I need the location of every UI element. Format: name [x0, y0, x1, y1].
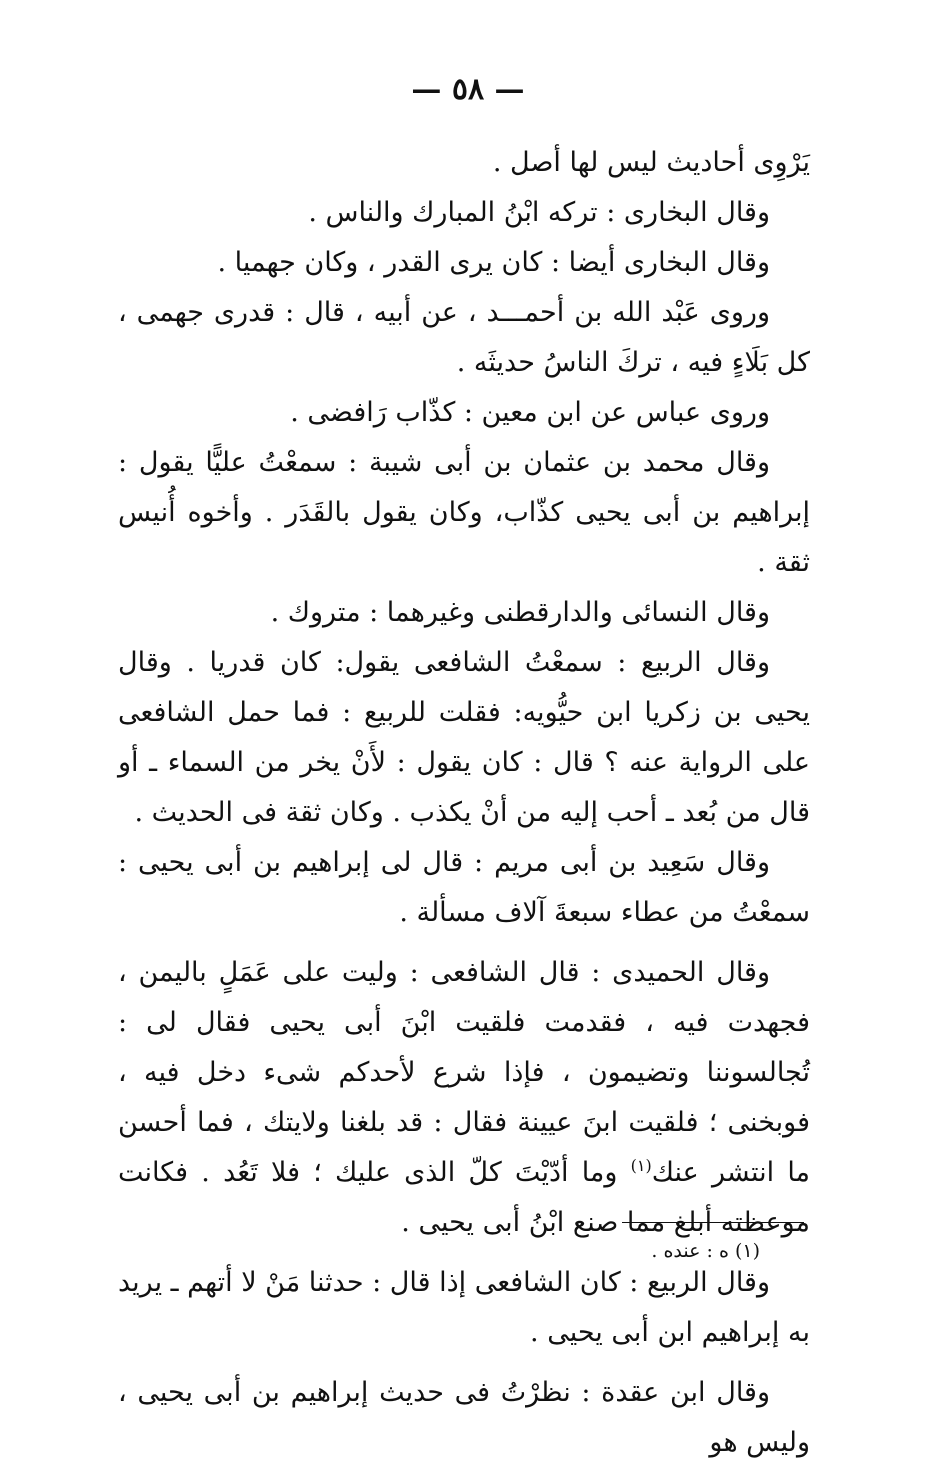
paragraph: [118, 138, 810, 188]
paragraph: [118, 588, 810, 638]
footnote-divider: [622, 1222, 804, 1223]
paragraph-text: وروى عَبْد الله بن أحمـــد ، عن أبيه ، قال : قدرى جهمى ، كل بَلَاءٍ فيه ، تركَ الناسُ حديثَه .: [118, 297, 810, 378]
paragraph-text: وقال الربيع : سمعْتُ الشافعى يقول: كان قدريا . وقال يحيى بن زكريا ابن حيُّويه: فقلت للربيع : فما حمل الشافعى على الرواية عنه ؟ قال : كان يقول : لأَنْ يخر من السماء ـ أو قال من بُعد ـ أحب إليه من أنْ يكذب . وكان ثقة فى الحديث .: [118, 647, 810, 828]
paragraph: [118, 288, 810, 388]
footnote: (١) ه : عنده .: [651, 1240, 760, 1262]
paragraph: [118, 1368, 810, 1468]
paragraph-text: وقال النسائى والدارقطنى وغيرهما : متروك .: [270, 597, 770, 628]
page-number: — ٥٨ —: [411, 72, 525, 107]
paragraph-text: وقال الحميدى : قال الشافعى : وليت على عَمَلٍ باليمن ، فجهدت فيه ، فقدمت فلقيت ابْنَ أبى يحيى فقال لى : تُجالسوننا وتضيمون ، فإذا شرع لأحدكم شىء دخل فيه ، فوبخنى ؛ فلقيت ابنَ عيينة فقال : قد بلغنا ولايتك ، فما أحسن ما انتشر عنك: [118, 957, 811, 1188]
paragraph: [118, 638, 810, 838]
paragraph-text: وقال البخارى أيضا : كان يرى القدر ، وكان جهميا .: [217, 247, 770, 278]
paragraph: [118, 238, 810, 288]
paragraph-text: وقال ابن عقدة : نظرْتُ فى حديث إبراهيم بن أبى يحيى ، وليس هو: [118, 1377, 810, 1458]
paragraph-text: وقال الربيع : كان الشافعى إذا قال : حدثنا مَنْ لا أتهم ـ يريد به إبراهيم ابن أبى يحيى .: [118, 1267, 810, 1348]
paragraph: [118, 838, 810, 938]
paragraph: [118, 1258, 810, 1358]
paragraph: [118, 188, 810, 238]
paragraph-text: يَرْوِى أحاديث ليس لها أصل .: [492, 147, 810, 178]
paragraph-text: وقال محمد بن عثمان بن أبى شيبة : سمعْتُ عليًّا يقول : إبراهيم بن أبى يحيى كذّاب، وكان يقول بالقَدَر . وأخوه أُنيس ثقة .: [118, 447, 810, 578]
paragraph: [118, 388, 810, 438]
main-text: [118, 138, 810, 1468]
paragraph-text: وقال سَعِيد بن أبى مريم : قال لى إبراهيم بن أبى يحيى : سمعْتُ من عطاء سبعةَ آلاف مسألة .: [118, 847, 810, 928]
paragraph: [118, 948, 810, 1248]
paragraph-text: وقال البخارى : تركه ابْنُ المبارك والناس .: [308, 197, 770, 228]
paragraph-text: وما أدّيْتَ كلّ الذى عليك ؛ فلا تَعُد . فكانت موعظته أبلغ مما صنع ابْنُ أبى يحيى .: [118, 1157, 810, 1238]
paragraph: [118, 438, 810, 588]
footnote-reference: (١): [630, 1156, 652, 1175]
paragraph-text: وروى عباس عن ابن معين : كذّاب رَافضى .: [290, 397, 770, 428]
